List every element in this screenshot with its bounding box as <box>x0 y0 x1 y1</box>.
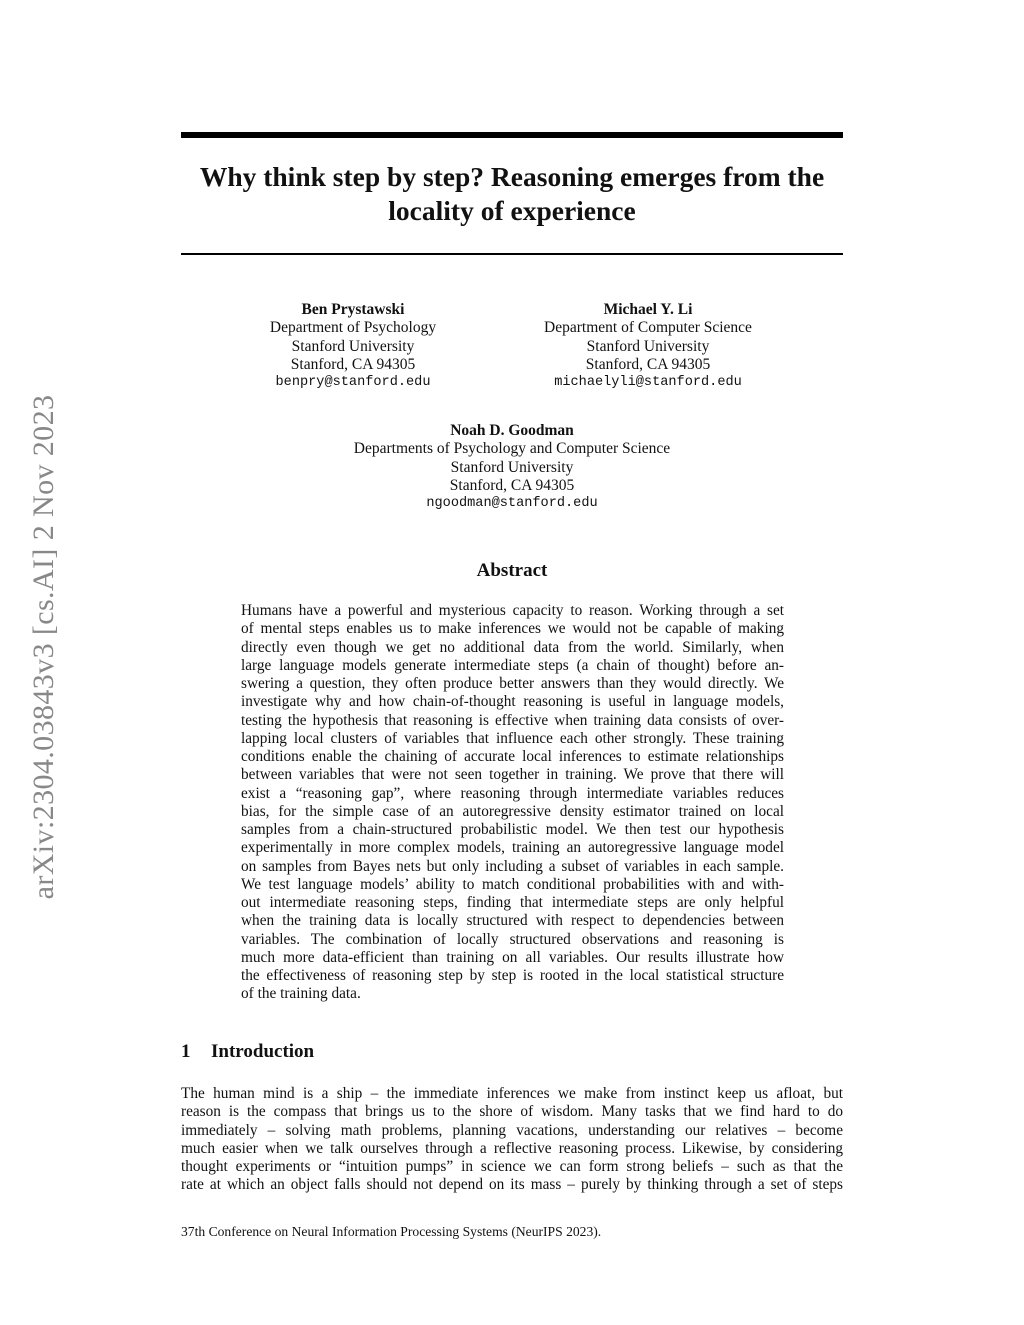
abstract-line: the effectiveness of reasoning step by step is rooted in the local statistical structure <box>241 967 784 984</box>
abstract-line: much more data-efficient than training on all variables. Our results illustrate how <box>241 948 784 966</box>
abstract-line: lapping local clusters of variables that influence each other strongly. These training <box>241 729 784 747</box>
author-name: Michael Y. Li <box>603 301 693 318</box>
abstract-line: conditions enable the chaining of accurate local inferences to estimate relationships <box>241 748 784 765</box>
author-department: Departments of Psychology and Computer Science <box>353 440 671 458</box>
abstract-line: on samples from Bayes nets but only including a subset of variables in each sample. <box>241 857 784 875</box>
abstract-line: directly even though we get no additional data from the world. Similarly, when <box>241 638 784 656</box>
abstract-line: swering a question, they often produce better answers than they would directly. We <box>241 675 784 692</box>
author-email[interactable]: benpry@stanford.edu <box>275 375 431 391</box>
title-bottom-rule <box>181 253 843 255</box>
intro-line: much easier when we talk ourselves through a reflective reasoning process. Likewise, by considering <box>181 1139 843 1157</box>
abstract-body <box>241 602 784 1004</box>
introduction-body <box>181 1085 843 1195</box>
title-line-1: Why think step by step? Reasoning emerges from the <box>199 161 825 192</box>
arxiv-identifier: arXiv:2304.03843v3 [cs.AI] 2 Nov 2023 <box>27 394 60 900</box>
abstract-line: We test language models’ ability to match conditional probabilities with and with- <box>241 875 784 893</box>
author-name: Noah D. Goodman <box>450 422 574 439</box>
abstract-line: testing the hypothesis that reasoning is effective when training data consists of over- <box>241 711 784 729</box>
abstract-line: investigate why and how chain-of-thought reasoning is useful in language models, <box>241 693 784 711</box>
paper-title <box>181 160 843 228</box>
abstract-line: between variables that were not seen together in training. We prove that there will <box>241 766 784 784</box>
abstract-line: of the training data. <box>241 985 361 1003</box>
section-heading <box>181 1041 314 1063</box>
title-line-2: locality of experience <box>388 195 636 226</box>
author-institution: Stanford University <box>291 337 415 355</box>
abstract-line: Humans have a powerful and mysterious capacity to reason. Working through a set <box>241 602 784 619</box>
author-department: Department of Computer Science <box>544 319 752 337</box>
author-email[interactable]: ngoodman@stanford.edu <box>426 496 598 512</box>
abstract-heading: Abstract <box>476 560 548 581</box>
author-block-3 <box>292 422 732 513</box>
section-number: 1 <box>181 1041 191 1062</box>
abstract-line: exist a “reasoning gap”, where reasoning through intermediate variables reduces <box>241 784 784 802</box>
author-institution: Stanford University <box>450 458 574 476</box>
title-top-rule <box>181 132 843 138</box>
author-location: Stanford, CA 94305 <box>290 355 416 373</box>
author-name: Ben Prystawski <box>301 301 405 318</box>
abstract-line: experimentally in more complex models, training an autoregressive language model <box>241 839 784 857</box>
intro-line: The human mind is a ship – the immediate inferences we make from instinct keep us afloat, but <box>181 1085 843 1102</box>
abstract-line: large language models generate intermediate steps (a chain of thought) before an- <box>241 656 784 674</box>
author-location: Stanford, CA 94305 <box>585 355 711 373</box>
author-block-2 <box>518 301 778 392</box>
conference-footnote: 37th Conference on Neural Information Processing Systems (NeurIPS 2023). <box>181 1224 602 1239</box>
intro-line: reason is the compass that brings us to the shore of wisdom. Many tasks that we find hard to do <box>181 1103 843 1121</box>
abstract-line: variables. The combination of locally structured observations and reasoning is <box>241 930 784 948</box>
author-block-1 <box>233 301 473 392</box>
abstract-line: samples from a chain-structured probabilistic model. We then test our hypothesis <box>241 821 784 838</box>
intro-line: thought experiments or “intuition pumps” in science we can form strong beliefs – such as that the <box>181 1158 843 1176</box>
intro-line: rate at which an object falls should not depend on its mass – purely by thinking through a set of steps <box>181 1176 843 1194</box>
abstract-line: bias, for the simple case of an autoregressive density estimator trained on local <box>241 802 784 820</box>
abstract-line: of mental steps enables us to make inferences we would not be capable of making <box>241 620 784 638</box>
author-department: Department of Psychology <box>269 319 437 337</box>
author-location: Stanford, CA 94305 <box>449 476 575 494</box>
abstract-line: out intermediate reasoning steps, finding that intermediate steps are only helpful <box>241 894 784 911</box>
section-title: Introduction <box>211 1041 315 1062</box>
author-institution: Stanford University <box>586 337 710 355</box>
author-email[interactable]: michaelyli@stanford.edu <box>554 375 742 391</box>
intro-line: immediately – solving math problems, planning vacations, understanding our relatives – become <box>181 1121 843 1139</box>
abstract-line: when the training data is locally structured with respect to dependencies between <box>241 912 784 930</box>
